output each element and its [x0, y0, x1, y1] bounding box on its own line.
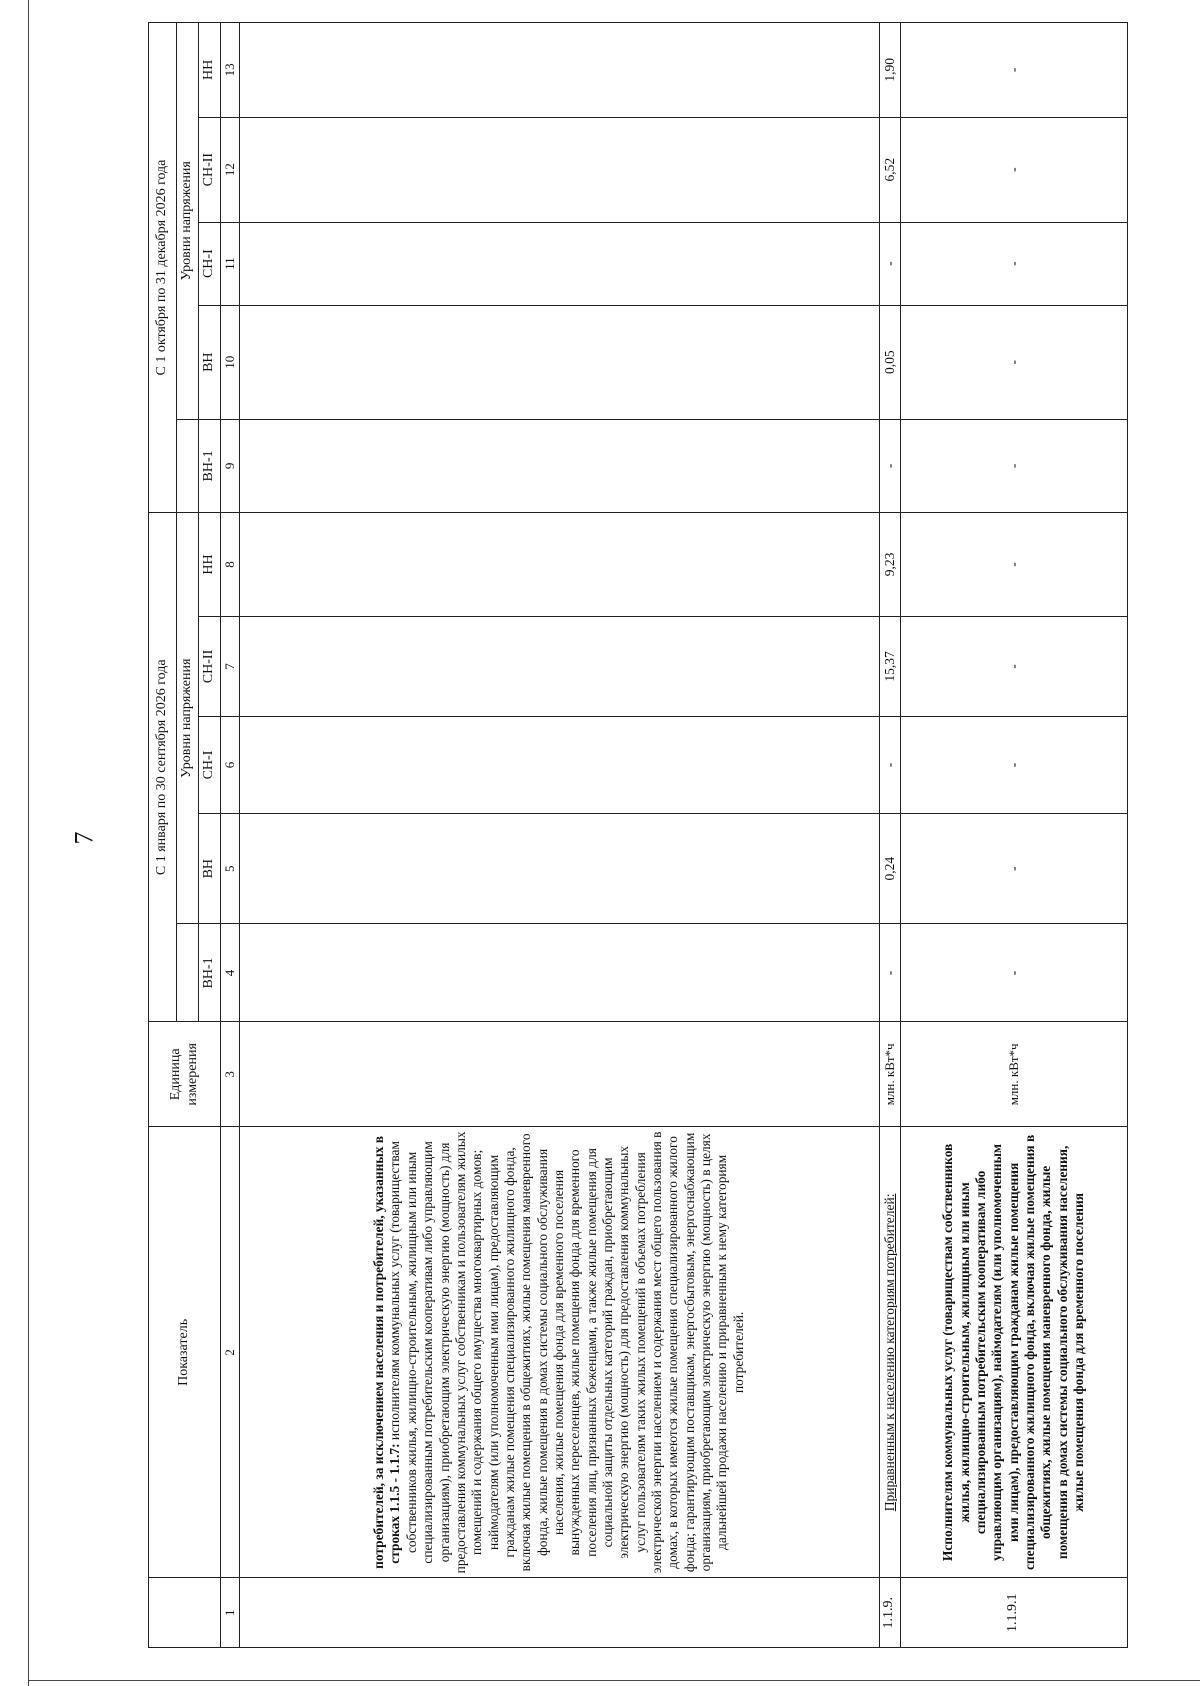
row-code: 1.1.9.1 — [900, 1578, 1127, 1648]
value-cell: - — [879, 717, 900, 814]
header-empty-1 — [177, 924, 199, 1022]
value-cell — [239, 117, 879, 222]
row-unit: млн. кВт*ч — [879, 1022, 900, 1127]
col-number: 10 — [221, 305, 240, 419]
value-cell: - — [900, 717, 1127, 814]
col-number: 7 — [221, 616, 240, 716]
col-number: 4 — [221, 924, 240, 1022]
value-cell: 6,52 — [879, 117, 900, 222]
value-cell: - — [900, 813, 1127, 924]
col-number: 1 — [221, 1578, 240, 1648]
row-description — [239, 1127, 879, 1578]
header-level-vn1: ВН-1 — [199, 419, 221, 512]
value-cell: - — [900, 616, 1127, 716]
col-number: 9 — [221, 419, 240, 512]
col-number: 8 — [221, 513, 240, 617]
page-number: 7 — [69, 831, 99, 845]
header-level-nn: НН — [199, 513, 221, 617]
col-number: 5 — [221, 813, 240, 924]
value-cell — [239, 222, 879, 305]
row-unit — [239, 1022, 879, 1127]
value-cell — [239, 305, 879, 419]
col-number: 13 — [221, 23, 240, 118]
col-number: 6 — [221, 717, 240, 814]
row-code — [239, 1578, 879, 1648]
value-cell: 0,24 — [879, 813, 900, 924]
value-cell: - — [900, 117, 1127, 222]
header-level-sn1: СН-I — [199, 222, 221, 305]
value-cell: - — [900, 419, 1127, 512]
value-cell — [239, 616, 879, 716]
header-level-vn1: ВН-1 — [199, 924, 221, 1022]
row-description-body: исполнителям коммунальных услуг (товариществам собственников жилья, жилищно-строительным, жилищным или иным специализированным потребительским кооперативам либо управляющим организациям), приобретающим электрическую энергию (мощность) для предоставления коммунальных услуг собственникам и пользователям жилых помещений и содержания общего имущества многоквартирных домов; наймодателям (или уполномоченным ими лицам), предоставляющим гражданам жилые помещения специализированного жилищного фонда, включая жилые помещения в общежитиях, жилые помещения маневренного фонда, жилые помещения в домах системы социального обслуживания населения, жилые помещения фонда для временного поселения вынужденных переселенцев, жилые помещения фонда для временного поселения лиц, признанных беженцами, а также жилые помещения для социальной защиты отдельных категорий граждан, приобретающим электрическую энергию (мощность) для предоставления коммунальных услуг пользователям таких жилых помещений в объемах потребления электрической энергии населением и содержания мест общего пользования в домах, в которых имеются жилые помещения специализированного жилого фонда; гарантирующим поставщикам, энергосбытовым, энергоснабжающим организациям, приобретающим электрическую энергию (мощность) в целях дальнейшей продажи населению и приравненным к нему категориям потребителей. — [387, 1131, 746, 1574]
page-border-left — [28, 0, 29, 1686]
tariff-table — [148, 22, 1128, 1648]
header-indicator: Показатель — [149, 1127, 221, 1578]
header-empty-2 — [177, 419, 199, 512]
value-cell: - — [900, 513, 1127, 617]
table-row — [879, 23, 900, 1648]
value-cell: 1,90 — [879, 23, 900, 118]
value-cell — [239, 717, 879, 814]
row-description-lead: потребителей, за исключением населения и потребителей, указанных в строках 1.1.5 - 1.1.7: — [371, 1135, 403, 1569]
header-voltage-levels-1: Уровни напряжения — [177, 513, 199, 924]
value-cell: - — [900, 924, 1127, 1022]
header-period-1: С 1 января по 30 сентября 2026 года — [149, 513, 177, 1022]
table-row — [900, 23, 1127, 1648]
header-level-vn: ВН — [199, 813, 221, 924]
value-cell — [239, 813, 879, 924]
header-period-2: С 1 октября по 31 декабря 2026 года — [149, 23, 177, 513]
col-number: 2 — [221, 1127, 240, 1578]
rotated-table-stage — [148, 22, 1128, 1648]
value-cell: 9,23 — [879, 513, 900, 617]
header-voltage-levels-2: Уровни напряжения — [177, 23, 199, 420]
header-code-cell — [149, 1578, 221, 1648]
col-number: 12 — [221, 117, 240, 222]
value-cell: 15,37 — [879, 616, 900, 716]
row-description: Исполнителям коммунальных услуг (товариществам собственников жилья, жилищно-строительным, жилищным или иным специализированным потребительским кооперативам либо управляющим организациям), наймодателям (или уполномоченным ими лицам), предоставляющим гражданам жилые помещения специализированного жилищного фонда, включая жилые помещения в общежитиях, жилые помещения маневренного фонда, жилые помещения в домах системы социального обслуживания населения, жилые помещения фонда для временного поселения — [900, 1127, 1127, 1578]
row-description: Приравненным к населению категориям потребителей: — [879, 1127, 900, 1578]
row-code: 1.1.9. — [879, 1578, 900, 1648]
header-level-sn1: СН-I — [199, 717, 221, 814]
header-level-sn2: СН-II — [199, 616, 221, 716]
value-cell — [239, 419, 879, 512]
value-cell — [239, 924, 879, 1022]
value-cell: - — [900, 305, 1127, 419]
value-cell: - — [900, 23, 1127, 118]
table-row — [239, 23, 879, 1648]
value-cell — [239, 513, 879, 617]
value-cell: - — [900, 222, 1127, 305]
row-unit: млн. кВт*ч — [900, 1022, 1127, 1127]
value-cell: - — [879, 924, 900, 1022]
header-unit: Единица измерения — [149, 1022, 221, 1127]
col-number: 11 — [221, 222, 240, 305]
value-cell: - — [879, 222, 900, 305]
value-cell: - — [879, 419, 900, 512]
page-border-bottom — [28, 1680, 1200, 1681]
value-cell: 0,05 — [879, 305, 900, 419]
header-level-sn2: СН-II — [199, 117, 221, 222]
header-level-vn: ВН — [199, 305, 221, 419]
header-level-nn: НН — [199, 23, 221, 118]
value-cell — [239, 23, 879, 118]
col-number: 3 — [221, 1022, 240, 1127]
